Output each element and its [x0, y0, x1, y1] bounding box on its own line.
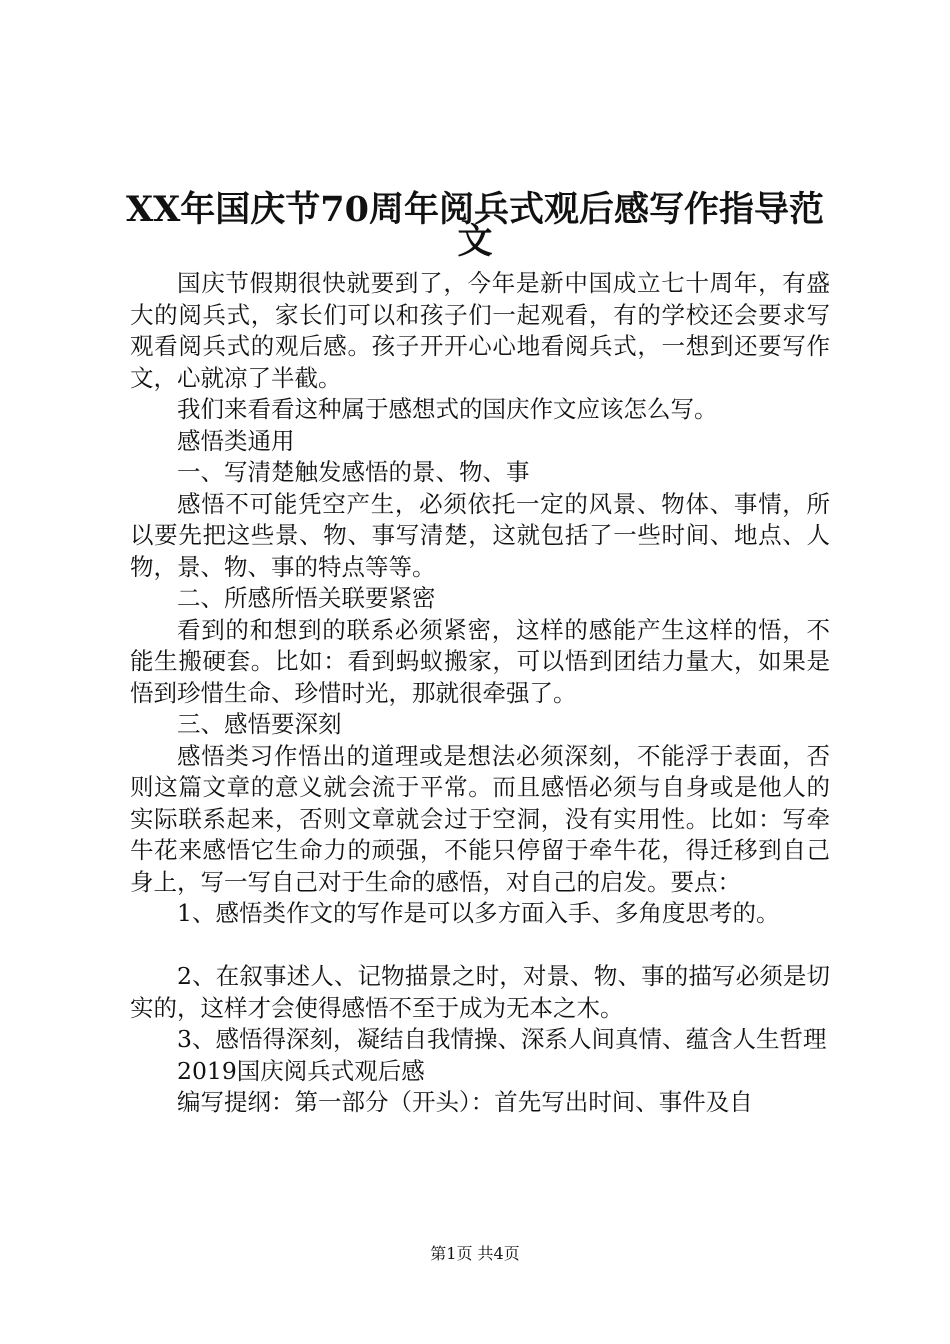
paragraph-lead: 我们来看看这种属于感想式的国庆作文应该怎么写。	[177, 395, 718, 423]
key-point-2: 2、在叙事述人、记物描景之时，对景、物、事的描写必须是切实的，这样才会使得感悟不至于成为无本之木。	[130, 962, 830, 1022]
section-heading-2019: 2019国庆阅兵式观后感	[177, 1056, 425, 1085]
key-point-3: 3、感悟得深刻，凝结自我情操、深系人间真情、蕴含人生哲理	[177, 1025, 827, 1053]
paragraph-section-3: 感悟类习作悟出的道理或是想法必须深刻，不能浮于表面，否则这篇文章的意义就会流于平常。而且感悟必须与自身或是他人的实际联系起来，否则文章就会过于空洞，没有实用性。比如：写牵牛花来感悟它生命力的顽强，不能只停留于牵牛花，得迁移到自己身上，写一写自己对于生命的感悟，对自己的启发。要点：	[130, 741, 830, 896]
section-heading-1: 一、写清楚触发感悟的景、物、事	[177, 458, 530, 486]
document-title-line-2: 文	[457, 221, 493, 262]
section-heading-2: 二、所感所悟关联要紧密	[177, 584, 436, 612]
paragraph-section-1: 感悟不可能凭空产生，必须依托一定的风景、物体、事情，所以要先把这些景、物、事写清楚，这就包括了一些时间、地点、人物，景、物、事的特点等等。	[130, 489, 830, 581]
key-point-1: 1、感悟类作文的写作是可以多方面入手、多角度思考的。	[177, 899, 780, 927]
document-title-line-1: XX年国庆节70周年阅兵式观后感写作指导范	[125, 189, 825, 230]
page-number-footer: 第1页 共4页	[430, 1244, 520, 1263]
section-heading-general: 感悟类通用	[177, 426, 295, 455]
section-heading-3: 三、感悟要深刻	[177, 710, 342, 738]
paragraph-outline: 编写提纲：第一部分（开头）：首先写出时间、事件及自	[177, 1088, 753, 1116]
paragraph-section-2: 看到的和想到的联系必须紧密，这样的感能产生这样的悟，不能生搬硬套。比如：看到蚂蚁搬家，可以悟到团结力量大，如果是悟到珍惜生命、珍惜时光，那就很牵强了。	[130, 615, 830, 707]
document-body	[130, 268, 830, 1119]
paragraph-intro: 国庆节假期很快就要到了，今年是新中国成立七十周年，有盛大的阅兵式，家长们可以和孩子们一起观看，有的学校还会要求写观看阅兵式的观后感。孩子开开心心地看阅兵式，一想到还要写作文，心就凉了半截。	[130, 269, 830, 392]
